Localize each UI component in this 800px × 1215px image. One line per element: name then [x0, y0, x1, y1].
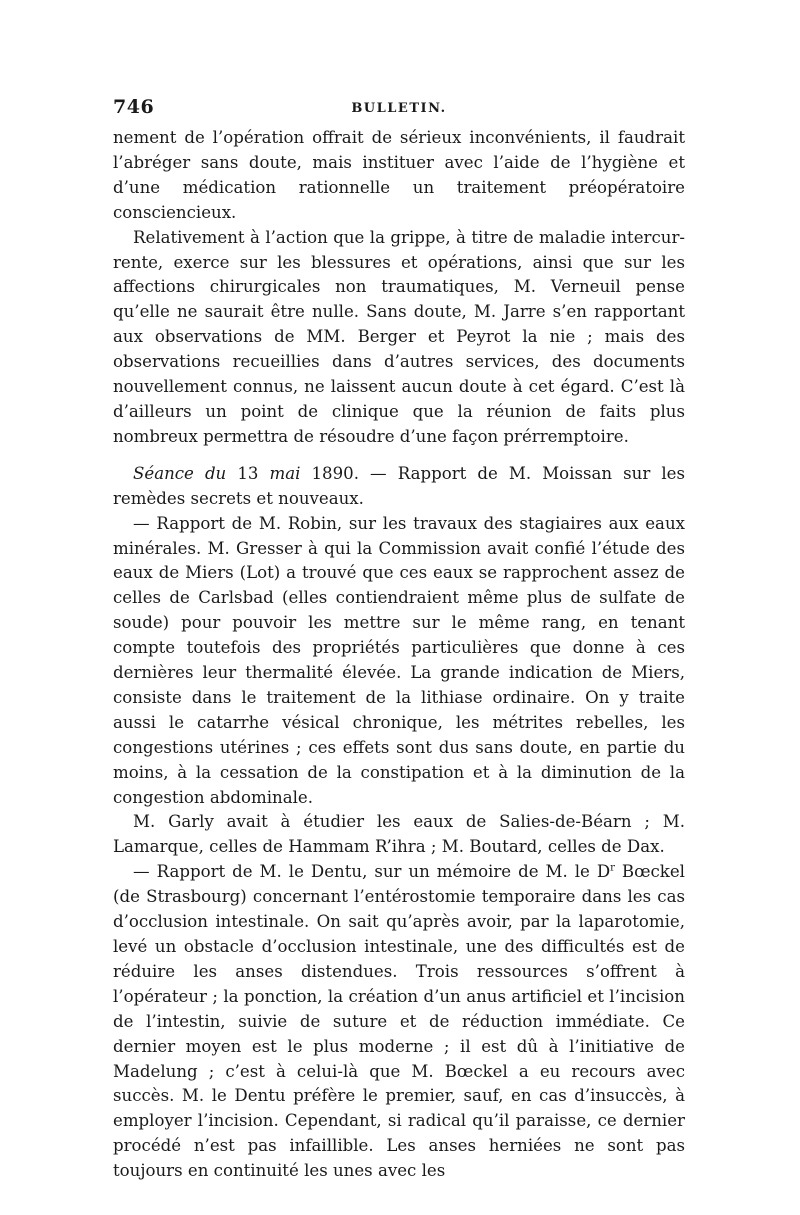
session-text: 1890. — Rapport de M. Moissan sur les remèdes secrets et nouveaux. [113, 463, 685, 508]
session-month: mai [269, 463, 301, 483]
paragraph-part: — Rapport de M. le Dentu, sur un mémoire de M. le D [133, 862, 611, 882]
document-page [113, 96, 685, 1184]
superscript: r [610, 862, 615, 874]
session-day: 13 [237, 463, 259, 483]
body-text [113, 126, 685, 1184]
session-paragraph [113, 462, 685, 512]
paragraph-part: Bœckel (de Strasbourg) concernant l’entérostomie temporaire dans les cas d’occlusion intestinale. On sait qu’après avoir, par la laparotomie, levé un obstacle d’occlusion intestinale, une des difficultés est de réduire les anses distendues. Trois ressources s’offrent à l’opérateur ; la ponction, la création d’un anus artificiel et l’incision de l’intestin, suivie de suture et de réduction immédiate. Ce dernier moyen est le plus moderne ; il est dû à l’initiative de Madelung ; c’est à celui-là que M. Bœckel a eu recours avec succès. M. le Dentu préfère le premier, sauf, en cas d’insuccès, à employer l’incision. Cependant, si radical qu’il paraisse, ce dernier procédé n’est pas infaillible. Les anses herniées ne sont pas toujours en continuité les unes avec les [113, 862, 685, 1181]
paragraph: Relativement à l’action que la grippe, à titre de maladie intercurrente, exerce sur les blessures et opérations, ainsi que sur les affections chirurgicales non traumatiques, M. Verneuil pense qu’elle ne saurait être nulle. Sans doute, M. Jarre s’en rapportant aux observations de MM. Berger et Peyrot la nie ; mais des observations recueillies dans d’autres services, des documents nouvellement connus, ne laissent aucun doute à cet égard. C’est là d’ailleurs un point de clinique que la réunion de faits plus nombreux permettra de résoudre d’une façon prérremptoire. [113, 227, 685, 446]
session-lead: Séance du [133, 463, 227, 483]
running-head: BULLETIN. [351, 101, 447, 116]
page-header [113, 96, 685, 126]
paragraph [113, 860, 685, 1184]
paragraph: M. Garly avait à étudier les eaux de Salies-de-Béarn ; M. Lamarque, celles de Hammam R’ihra ; M. Boutard, celles de Dax. [113, 812, 685, 857]
page-number: 746 [113, 96, 155, 118]
paragraph: — Rapport de M. Robin, sur les travaux des stagiaires aux eaux minérales. M. Gresser à qui la Commission avait confié l’étude des eaux de Miers (Lot) a trouvé que ces eaux se rapprochent assez de celles de Carlsbad (elles contiendraient même plus de sulfate de soude) pour pouvoir les mettre sur le même rang, en tenant compte toutefois des propriétés particulières que donne à ces dernières leur thermalité élevée. La grande indication de Miers, consiste dans le traitement de la lithiase ordinaire. On y traite aussi le catarrhe vésical chronique, les métrites rebelles, les congestions utérines ; ces effets sont dus sans doute, en partie du moins, à la cessation de la constipation et à la diminution de la congestion abdominale. [113, 513, 685, 807]
paragraph: nement de l’opération offrait de sérieux inconvénients, il faudrait l’abréger sans doute, mais instituer avec l’aide de l’hygiène et d’une médication rationnelle un traitement préopératoire consciencieux. [113, 128, 685, 222]
